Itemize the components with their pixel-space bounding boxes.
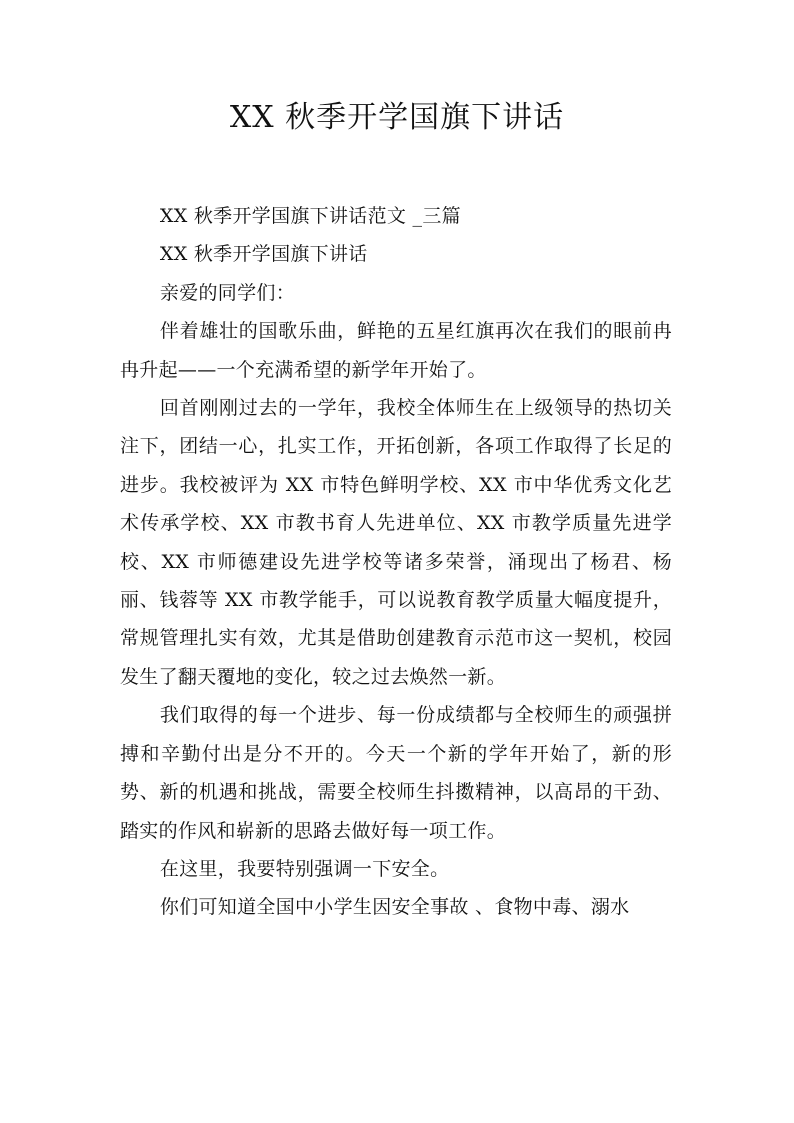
paragraph-review: 回首刚刚过去的一学年，我校全体师生在上级领导的热切关注下，团结一心，扎实工作，开拓创新，各项工作取得了长足的进步。我校被评为 XX 市特色鲜明学校、XX 市中华优秀文化艺术传承学校、XX 市教书育人先进单位、XX 市教学质量先进学校、XX 市师德建设先进学校等诸多荣誉，涌现出了杨君、杨丽、钱蓉等 XX 市教学能手，可以说教育教学质量大幅度提升，常规管理扎实有效，尤其是借助创建教育示范市这一契机，校园发生了翻天覆地的变化，较之过去焕然一新。 [120,397,672,688]
document-body [120,197,672,927]
document-title: XX 秋季开学国旗下讲话 [229,100,565,135]
paragraph-subtitle: XX 秋季开学国旗下讲话范文 _三篇 [159,205,461,227]
paragraph-safety-detail: 你们可知道全国中小学生因安全事故 、食物中毒、溺水 [159,896,630,919]
paragraph-salutation: 亲爱的同学们： [159,281,295,304]
paragraph-progress: 我们取得的每一个进步、每一份成绩都与全校师生的顽强拼搏和辛勤付出是分不开的。今天一个新的学年开始了，新的形势、新的机遇和挑战，需要全校师生抖擞精神，以高昂的干劲、踏实的作风和崭新的思路去做好每一项工作。 [120,704,672,842]
paragraph-safety-intro: 在这里，我要特别强调一下安全。 [159,857,450,880]
paragraph-heading: XX 秋季开学国旗下讲话 [159,243,368,266]
paragraph-opening: 伴着雄壮的国歌乐曲，鲜艳的五星红旗再次在我们的眼前冉冉升起——一个充满希望的新学年开始了。 [120,320,672,381]
